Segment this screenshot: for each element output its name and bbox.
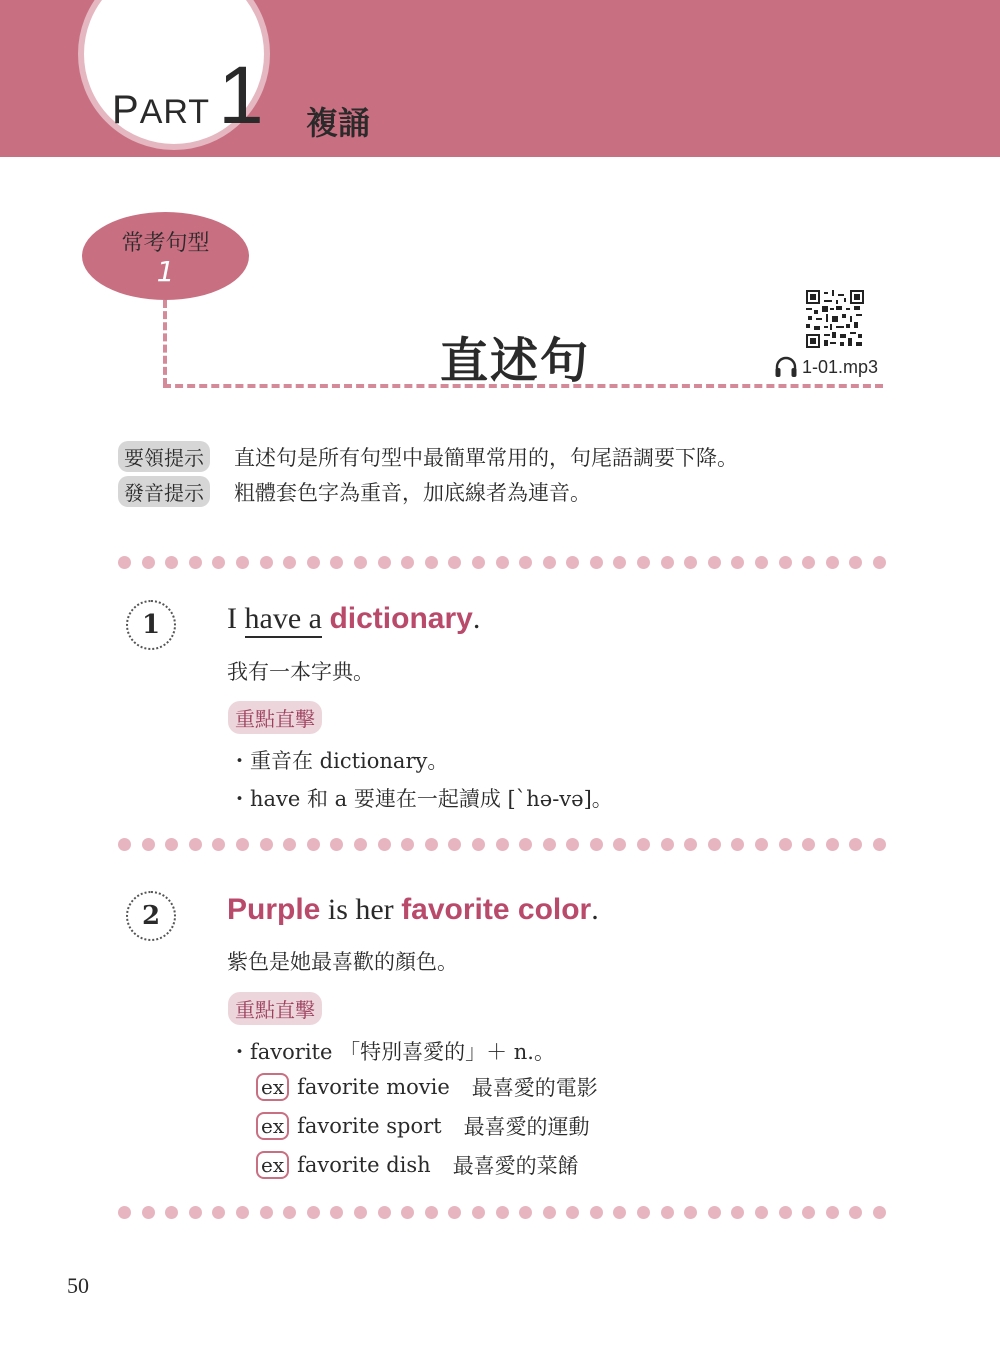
example-phrase: favorite dish — [297, 1153, 431, 1177]
divider-dot — [142, 838, 155, 851]
divider-dot — [307, 556, 320, 569]
divider-dot — [755, 838, 768, 851]
divider-dot — [236, 556, 249, 569]
example-sentence: Purple is her favorite color. — [227, 893, 599, 926]
item-number-badge: 2 — [126, 891, 176, 941]
divider-dot — [613, 838, 626, 851]
section-title: 直述句 — [440, 333, 591, 389]
divider-dot — [472, 1206, 485, 1219]
divider-dot — [378, 556, 391, 569]
divider-dot — [118, 838, 131, 851]
divider-dot — [425, 838, 438, 851]
dashed-connector-vertical — [163, 300, 167, 386]
example-meaning: 最喜愛的電影 — [471, 1076, 598, 1100]
divider-dot — [260, 556, 273, 569]
hint-tag: 要領提示 — [118, 441, 210, 472]
divider-dot — [849, 556, 862, 569]
divider-dot — [283, 838, 296, 851]
hint-tag: 發音提示 — [118, 476, 210, 507]
divider-dot — [165, 556, 178, 569]
divider-dot — [613, 556, 626, 569]
sentence-translation: 紫色是她最喜歡的顏色。 — [227, 950, 458, 974]
hint-row-pronunciation — [118, 476, 591, 507]
divider-dot — [236, 838, 249, 851]
example-meaning: 最喜愛的菜餚 — [452, 1154, 579, 1178]
divider-dot — [448, 556, 461, 569]
pattern-label: 常考句型 — [121, 231, 210, 256]
divider-dot — [212, 556, 225, 569]
divider-dot — [189, 1206, 202, 1219]
divider-dot — [212, 1206, 225, 1219]
divider-dot — [661, 1206, 674, 1219]
sentence-translation: 我有一本字典。 — [227, 660, 374, 684]
divider-dot — [496, 1206, 509, 1219]
dotted-divider — [118, 556, 886, 570]
divider-dot — [543, 1206, 556, 1219]
page-number: 50 — [67, 1273, 89, 1298]
example-phrase: favorite sport — [297, 1114, 442, 1138]
pattern-number: 1 — [156, 255, 175, 288]
divider-dot — [637, 556, 650, 569]
divider-dot — [189, 838, 202, 851]
divider-dot — [448, 838, 461, 851]
example-phrase-row — [256, 1072, 598, 1102]
divider-dot — [755, 1206, 768, 1219]
divider-dot — [661, 556, 674, 569]
divider-dot — [448, 1206, 461, 1219]
key-point-tag: 重點直擊 — [228, 992, 322, 1025]
part-number: 1 — [218, 50, 264, 141]
divider-dot — [142, 1206, 155, 1219]
divider-dot — [566, 556, 579, 569]
divider-dot — [590, 556, 603, 569]
hint-text: 直述句是所有句型中最簡單常用的，句尾語調要下降。 — [234, 445, 738, 470]
divider-dot — [873, 556, 886, 569]
divider-dot — [755, 556, 768, 569]
divider-dot — [637, 838, 650, 851]
divider-dot — [118, 556, 131, 569]
divider-dot — [684, 556, 697, 569]
example-phrase-row — [256, 1150, 579, 1180]
divider-dot — [873, 1206, 886, 1219]
divider-dot — [613, 1206, 626, 1219]
divider-dot — [354, 1206, 367, 1219]
part-label — [112, 50, 264, 145]
divider-dot — [731, 838, 744, 851]
divider-dot — [826, 1206, 839, 1219]
ex-tag: ex — [256, 1112, 289, 1140]
divider-dot — [401, 838, 414, 851]
divider-dot — [307, 838, 320, 851]
pattern-badge — [82, 212, 249, 300]
hint-row-tips — [118, 441, 738, 472]
divider-dot — [401, 556, 414, 569]
audio-track[interactable] — [774, 356, 878, 378]
divider-dot — [779, 838, 792, 851]
divider-dot — [684, 838, 697, 851]
divider-dot — [472, 556, 485, 569]
divider-dot — [354, 838, 367, 851]
divider-dot — [661, 838, 674, 851]
part-word: PART — [112, 88, 211, 132]
example-phrase: favorite movie — [297, 1075, 450, 1099]
key-point-bullet: ・have 和 a 要連在一起讀成 [ˋhə-və]。 — [229, 787, 613, 811]
divider-dot — [165, 838, 178, 851]
divider-dot — [189, 556, 202, 569]
divider-dot — [378, 838, 391, 851]
divider-dot — [684, 1206, 697, 1219]
divider-dot — [519, 556, 532, 569]
key-point-bullet: ・favorite 「特別喜愛的」＋ n.。 — [229, 1040, 555, 1064]
divider-dot — [260, 838, 273, 851]
divider-dot — [826, 838, 839, 851]
ex-tag: ex — [256, 1073, 289, 1101]
ex-tag: ex — [256, 1151, 289, 1179]
example-phrase-row — [256, 1111, 590, 1141]
divider-dot — [165, 1206, 178, 1219]
divider-dot — [118, 1206, 131, 1219]
divider-dot — [802, 556, 815, 569]
divider-dot — [708, 1206, 721, 1219]
divider-dot — [708, 838, 721, 851]
headphones-icon — [774, 356, 798, 378]
key-point-bullet: ・重音在 dictionary。 — [229, 749, 449, 773]
divider-dot — [519, 838, 532, 851]
divider-dot — [212, 838, 225, 851]
divider-dot — [142, 556, 155, 569]
divider-dot — [307, 1206, 320, 1219]
divider-dot — [731, 1206, 744, 1219]
divider-dot — [731, 556, 744, 569]
divider-dot — [849, 838, 862, 851]
divider-dot — [472, 838, 485, 851]
audio-file-label: 1-01.mp3 — [802, 356, 879, 377]
divider-dot — [779, 1206, 792, 1219]
divider-dot — [849, 1206, 862, 1219]
dotted-divider — [118, 1206, 886, 1220]
divider-dot — [566, 1206, 579, 1219]
divider-dot — [236, 1206, 249, 1219]
divider-dot — [330, 1206, 343, 1219]
divider-dot — [283, 556, 296, 569]
divider-dot — [802, 838, 815, 851]
divider-dot — [425, 556, 438, 569]
divider-dot — [330, 556, 343, 569]
hint-text: 粗體套色字為重音，加底線者為連音。 — [234, 480, 591, 505]
divider-dot — [637, 1206, 650, 1219]
item-number-badge: 1 — [126, 600, 176, 650]
divider-dot — [590, 838, 603, 851]
divider-dot — [354, 556, 367, 569]
divider-dot — [873, 838, 886, 851]
divider-dot — [425, 1206, 438, 1219]
divider-dot — [330, 838, 343, 851]
divider-dot — [260, 1206, 273, 1219]
divider-dot — [802, 1206, 815, 1219]
divider-dot — [496, 838, 509, 851]
divider-dot — [378, 1206, 391, 1219]
divider-dot — [566, 838, 579, 851]
divider-dot — [519, 1206, 532, 1219]
divider-dot — [708, 556, 721, 569]
divider-dot — [779, 556, 792, 569]
divider-dot — [401, 1206, 414, 1219]
example-sentence: I have a dictionary. — [227, 602, 480, 636]
divider-dot — [543, 838, 556, 851]
divider-dot — [496, 556, 509, 569]
divider-dot — [283, 1206, 296, 1219]
divider-dot — [826, 556, 839, 569]
part-title: 複誦 — [306, 104, 371, 142]
divider-dot — [543, 556, 556, 569]
example-meaning: 最喜愛的運動 — [463, 1115, 590, 1139]
qr-code-icon[interactable] — [806, 290, 864, 348]
dotted-divider — [118, 838, 886, 852]
divider-dot — [590, 1206, 603, 1219]
key-point-tag: 重點直擊 — [228, 701, 322, 734]
